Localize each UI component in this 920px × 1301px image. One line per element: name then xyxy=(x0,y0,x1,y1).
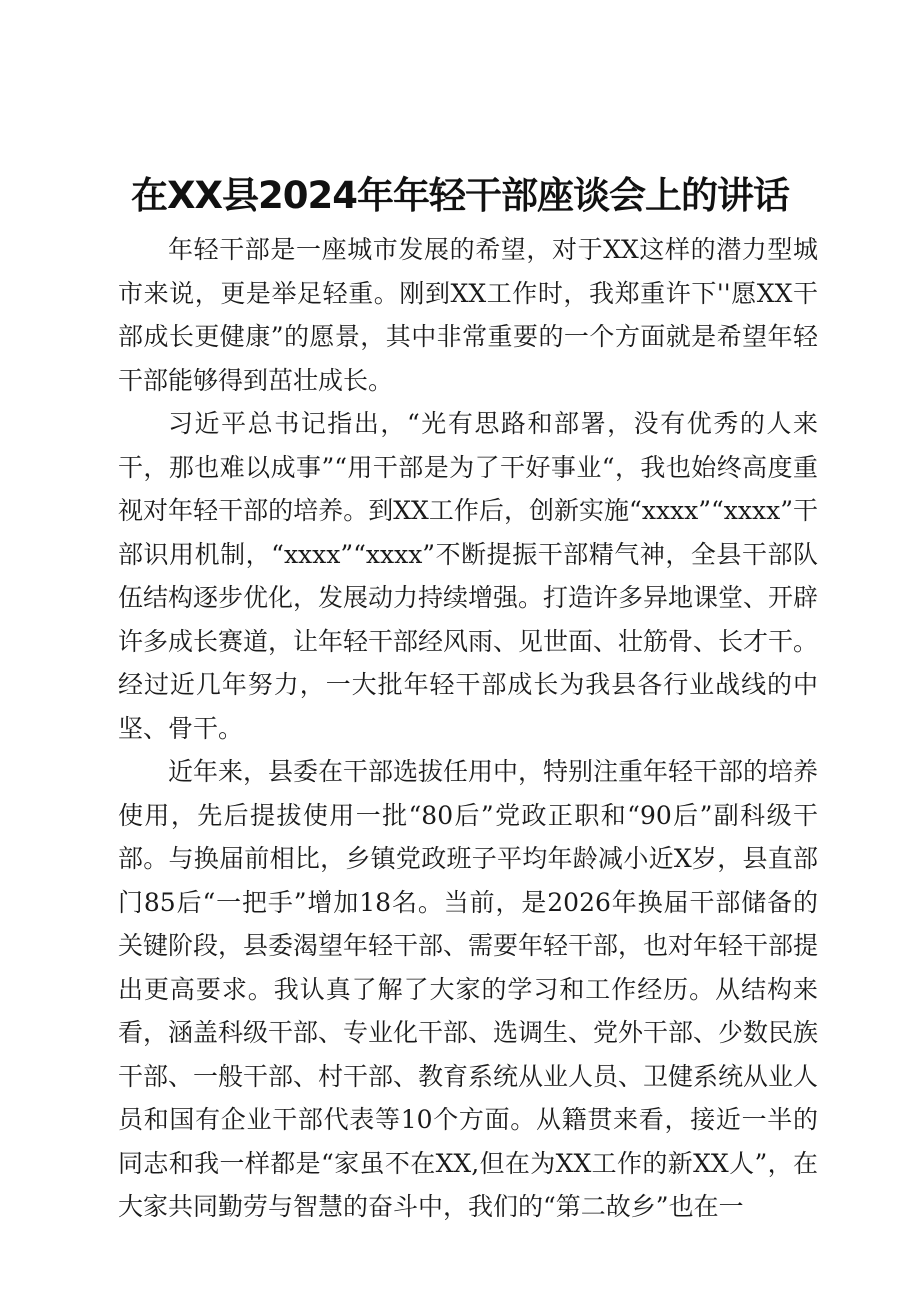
paragraph-2: 习近平总书记指出，“光有思路和部署，没有优秀的人来干，那也难以成事”“用干部是为了干好事业“，我也始终高度重视对年轻干部的培养。到XX工作后，创新实施“xxxx”“xxxx”干部识用机制，“xxxx”“xxxx”不断提振干部精气神，全县干部队伍结构逐步优化，发展动力持续增强。打造许多异地课堂、开辟许多成长赛道，让年轻干部经风雨、见世面、壮筋骨、长才干。经过近几年努力，一大批年轻干部成长为我县各行业战线的中坚、骨干。 xyxy=(118,409,819,743)
document-body xyxy=(118,228,818,1229)
document-title: 在XX县2024年年轻干部座谈会上的讲话 xyxy=(130,174,790,217)
paragraph-1: 年轻干部是一座城市发展的希望，对于XX这样的潜力型城市来说，更是举足轻重。刚到XX工作时，我郑重许下''愿XX干部成长更健康”的愿景，其中非常重要的一个方面就是希望年轻干部能够得到茁壮成长。 xyxy=(118,235,818,395)
paragraph-3: 近年来，县委在干部选拔任用中，特别注重年轻干部的培养使用，先后提拔使用一批“80后”党政正职和“90后”副科级干部。与换届前相比，乡镇党政班子平均年龄减小近X岁，县直部门85后“一把手”增加18名。当前，是2026年换届干部储备的关键阶段，县委渴望年轻干部、需要年轻干部，也对年轻干部提出更高要求。我认真了解了大家的学习和工作经历。从结构来看，涵盖科级干部、专业化干部、选调生、党外干部、少数民族干部、一般干部、村干部、教育系统从业人员、卫健系统从业人员和国有企业干部代表等10个方面。从籍贯来看，接近一半的同志和我一样都是“家虽不在XX,但在为XX工作的新XX人”，在大家共同勤劳与智慧的奋斗中，我们的“第二故乡”也在一 xyxy=(118,757,819,1221)
